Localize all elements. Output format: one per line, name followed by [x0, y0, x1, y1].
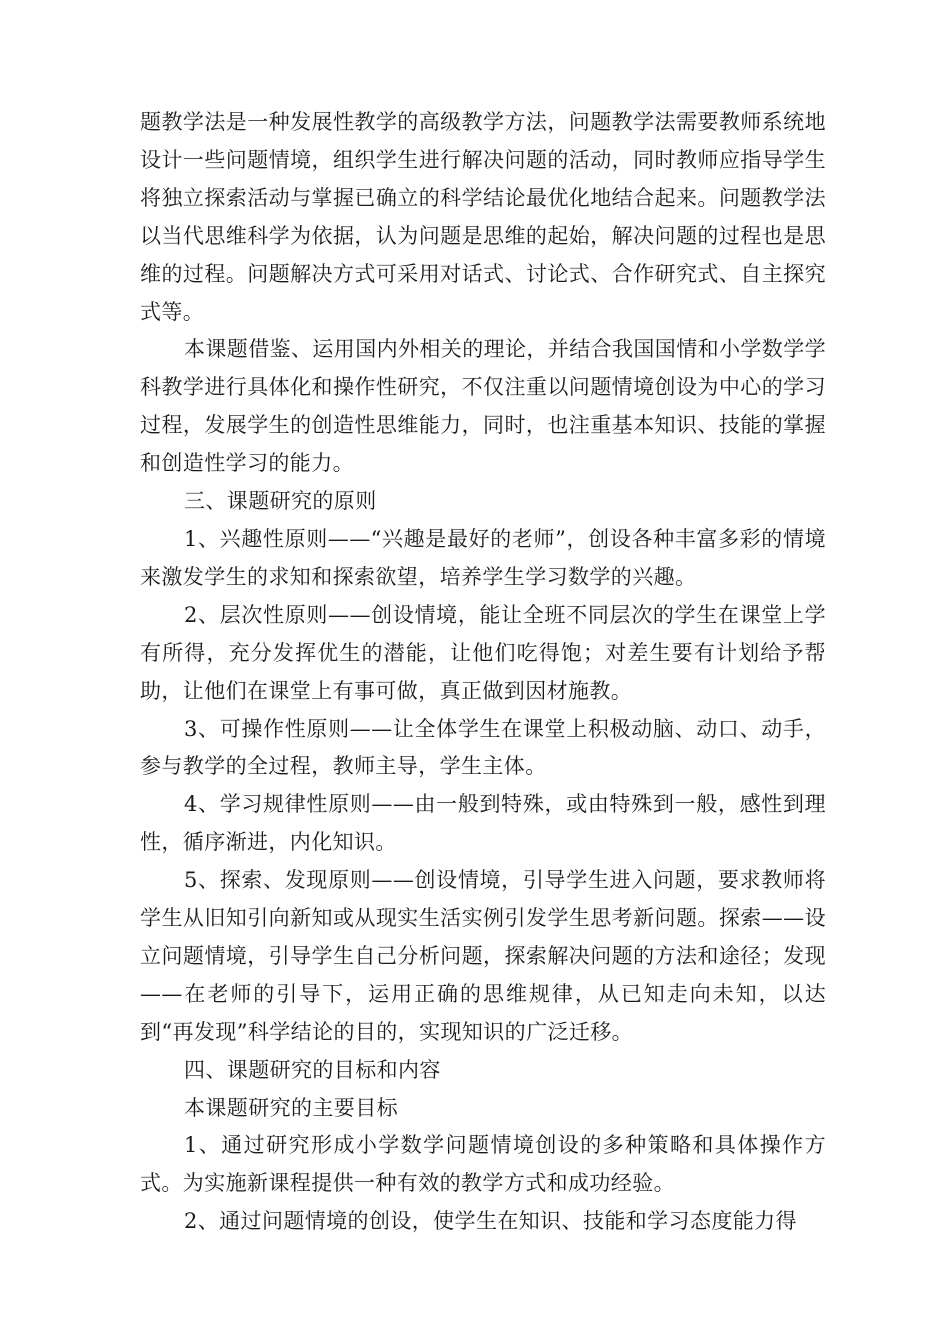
goal-item-strategies: 1、通过研究形成小学数学问题情境创设的多种策略和具体操作方式。为实施新课程提供一种有效的教学方式和成功经验。	[140, 1133, 826, 1196]
principle-item-operability: 3、可操作性原则——让全体学生在课堂上积极动脑、动口、动手，参与教学的全过程，教师主导，学生主体。	[140, 716, 826, 779]
principle-item-interest: 1、兴趣性原则——“兴趣是最好的老师”，创设各种丰富多彩的情境来激发学生的求知和探索欲望，培养学生学习数学的兴趣。	[140, 526, 826, 589]
paragraph-problem-teaching-method: 题教学法是一种发展性教学的高级教学方法，问题教学法需要教师系统地设计一些问题情境，组织学生进行解决问题的活动，同时教师应指导学生将独立探索活动与掌握已确立的科学结论最优化地结合起来。问题教学法以当代思维科学为依据，认为问题是思维的起始，解决问题的过程也是思维的过程。问题解决方式可采用对话式、讨论式、合作研究式、自主探究式等。	[140, 110, 826, 324]
paragraph-research-approach: 本课题借鉴、运用国内外相关的理论，并结合我国国情和小学数学学科教学进行具体化和操作性研究，不仅注重以问题情境创设为中心的学习过程，发展学生的创造性思维能力，同时，也注重基本知识、技能的掌握和创造性学习的能力。	[140, 337, 826, 476]
principle-item-levels: 2、层次性原则——创设情境，能让全班不同层次的学生在课堂上学有所得，充分发挥优生的潜能，让他们吃得饱；对差生要有计划给予帮助，让他们在课堂上有事可做，真正做到因材施教。	[140, 602, 826, 703]
section-heading-principles: 三、课题研究的原则	[184, 489, 377, 514]
section-heading-goals: 四、课题研究的目标和内容	[184, 1057, 441, 1082]
principle-item-regularity: 4、学习规律性原则——由一般到特殊，或由特殊到一般，感性到理性，循序渐进，内化知识。	[140, 792, 826, 855]
goal-item-abilities: 2、通过问题情境的创设，使学生在知识、技能和学习态度能力得	[184, 1209, 797, 1234]
principle-item-exploration: 5、探索、发现原则——创设情境，引导学生进入问题，要求教师将学生从旧知引向新知或从现实生活实例引发学生思考新问题。探索——设立问题情境，引导学生自己分析问题，探索解决问题的方法和途径；发现——在老师的引导下，运用正确的思维规律，从已知走向未知，以达到“再发现”科学结论的目的，实现知识的广泛迁移。	[140, 868, 826, 1044]
subheading-main-goals: 本课题研究的主要目标	[184, 1095, 398, 1120]
